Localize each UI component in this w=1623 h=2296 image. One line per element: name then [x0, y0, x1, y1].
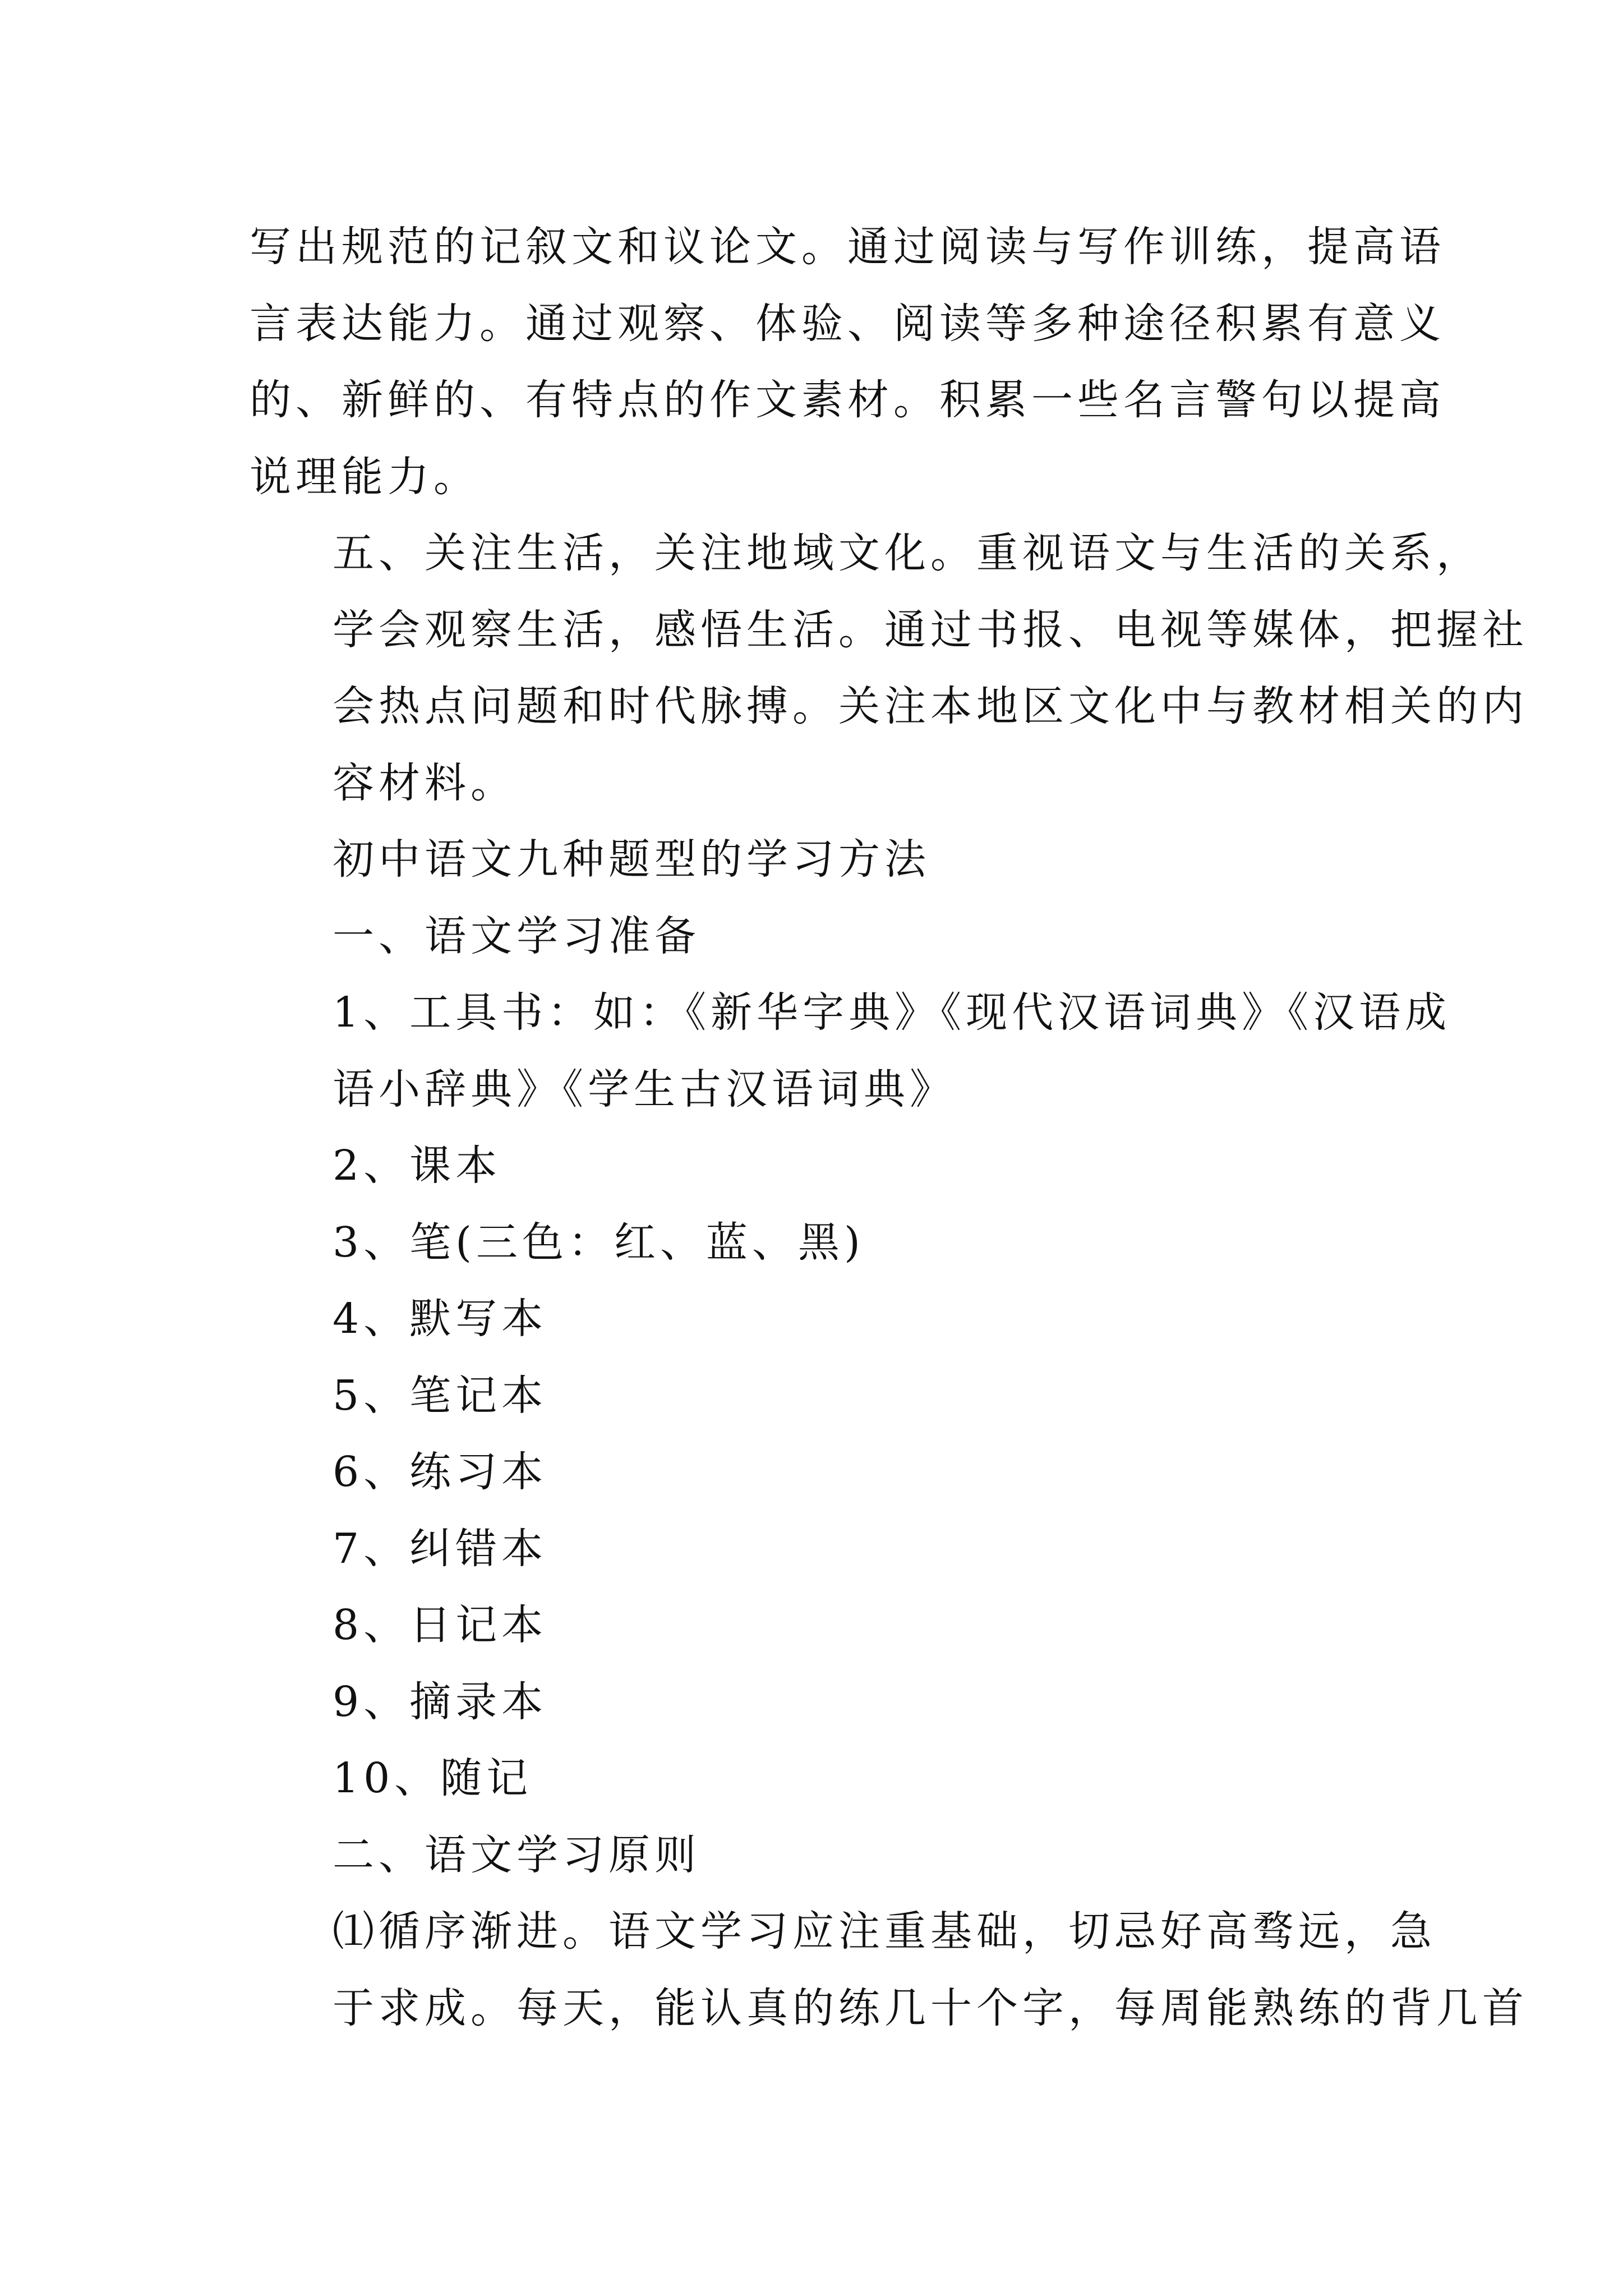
text-line: 10、随记	[333, 1754, 533, 1802]
text-line: 说理能力。	[250, 452, 479, 501]
paragraph	[250, 1740, 1388, 1817]
text-line: 写出规范的记叙文和议论文。通过阅读与写作训练，提高语	[250, 223, 1445, 271]
paragraph	[250, 515, 1528, 821]
text-line: 容材料。	[333, 758, 517, 807]
paragraph	[250, 1128, 1388, 1204]
paragraph	[250, 1434, 1388, 1511]
paragraph	[250, 1893, 1528, 2046]
paragraph	[250, 1204, 1388, 1281]
text-line: 4、默写本	[333, 1295, 548, 1343]
text-line: 2、课本	[333, 1142, 502, 1190]
text-line: 的、新鲜的、有特点的作文素材。积累一些名言警句以提高	[250, 376, 1445, 424]
text-line: 7、纠错本	[333, 1524, 548, 1573]
text-line: 于求成。每天，能认真的练几十个字，每周能熟练的背几首	[333, 1984, 1528, 2032]
text-line: 初中语文九种题型的学习方法	[333, 835, 930, 884]
paragraph	[250, 1587, 1388, 1664]
paragraph	[250, 1817, 1388, 1894]
text-line: 五、关注生活，关注地域文化。重视语文与生活的关系，	[333, 529, 1482, 577]
text-line: 5、笔记本	[333, 1371, 548, 1420]
text-line: 言表达能力。通过观察、体验、阅读等多种途径积累有意义	[250, 299, 1445, 348]
paragraph	[250, 898, 1388, 975]
paragraph	[250, 1511, 1388, 1588]
paragraph	[250, 1281, 1388, 1358]
text-line: ⑴循序渐进。语文学习应注重基础，切忌好高骛远，急	[333, 1907, 1436, 1955]
paragraph	[250, 1664, 1388, 1741]
document-body	[250, 209, 1528, 2046]
text-line: 3、笔(三色：红、蓝、黑)	[333, 1218, 865, 1267]
text-line: 一、语文学习准备	[333, 912, 700, 960]
text-line: 会热点问题和时代脉搏。关注本地区文化中与教材相关的内	[333, 682, 1528, 730]
text-line: 学会观察生活，感悟生活。通过书报、电视等媒体，把握社	[333, 605, 1528, 654]
paragraph	[250, 974, 1451, 1128]
text-line: 8、日记本	[333, 1601, 548, 1649]
paragraph	[250, 821, 1388, 898]
text-line: 二、语文学习原则	[333, 1830, 700, 1879]
paragraph	[250, 1358, 1388, 1434]
paragraph	[250, 209, 1445, 515]
text-line: 语小辞典》《学生古汉语词典》	[333, 1065, 956, 1114]
text-line: 6、练习本	[333, 1448, 548, 1496]
text-line: 9、摘录本	[333, 1677, 548, 1726]
text-line: 1、工具书：如：《新华字典》《现代汉语词典》《汉语成	[333, 988, 1451, 1037]
